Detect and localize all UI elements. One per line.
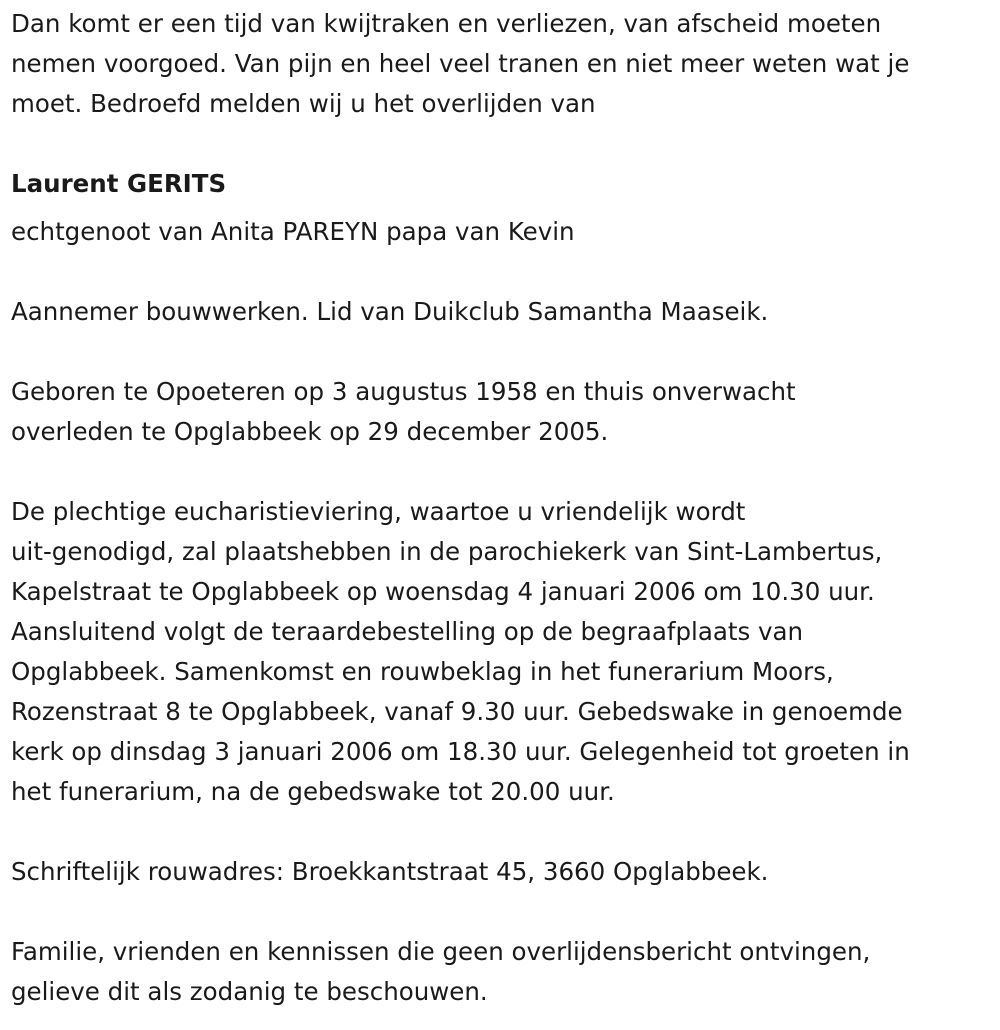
closing-line: Familie, vrienden en kennissen die geen overlijdensbericht ontvingen, xyxy=(11,937,871,966)
ceremony-line: Opglabbeek. Samenkomst en rouwbeklag in het funerarium Moors, xyxy=(11,657,834,686)
paragraph-spacer xyxy=(11,452,990,492)
birth-death-line: overleden te Opglabbeek op 29 december 2005. xyxy=(11,417,609,446)
closing-line: gelieve dit als zodanig te beschouwen. xyxy=(11,977,488,1006)
ceremony-line: De plechtige eucharistieviering, waartoe u vriendelijk wordt xyxy=(11,497,746,526)
intro-line: moet. Bedroefd melden wij u het overlijden van xyxy=(11,89,596,118)
ceremony-line: Kapelstraat te Opglabbeek op woensdag 4 januari 2006 om 10.30 uur. xyxy=(11,577,875,606)
paragraph-spacer xyxy=(11,892,990,932)
ceremony-line: het funerarium, na de gebedswake tot 20.00 uur. xyxy=(11,777,615,806)
intro-paragraph xyxy=(11,4,990,124)
mourning-address: Schriftelijk rouwadres: Broekkantstraat 45, 3660 Opglabbeek. xyxy=(11,857,769,886)
ceremony-line: kerk op dinsdag 3 januari 2006 om 18.30 uur. Gelegenheid tot groeten in xyxy=(11,737,910,766)
paragraph-spacer xyxy=(11,332,990,372)
paragraph-spacer xyxy=(11,812,990,852)
ceremony-paragraph xyxy=(11,492,990,812)
birth-death-paragraph xyxy=(11,372,990,452)
ceremony-line: Rozenstraat 8 te Opglabbeek, vanaf 9.30 uur. Gebedswake in genoemde xyxy=(11,697,903,726)
closing-paragraph xyxy=(11,932,990,1012)
ceremony-line: uit-genodigd, zal plaatshebben in de parochiekerk van Sint-Lambertus, xyxy=(11,537,883,566)
paragraph-spacer xyxy=(11,124,990,164)
intro-line: nemen voorgoed. Van pijn en heel veel tranen en niet meer weten wat je xyxy=(11,49,910,78)
intro-line: Dan komt er een tijd van kwijtraken en verliezen, van afscheid moeten xyxy=(11,9,882,38)
birth-death-line: Geboren te Opoeteren op 3 augustus 1958 en thuis onverwacht xyxy=(11,377,796,406)
deceased-relation: echtgenoot van Anita PAREYN papa van Kevin xyxy=(11,217,575,246)
deceased-name: Laurent GERITS xyxy=(11,169,227,198)
ceremony-line: Aansluitend volgt de teraardebestelling op de begraafplaats van xyxy=(11,617,804,646)
occupation-text: Aannemer bouwwerken. Lid van Duikclub Samantha Maaseik. xyxy=(11,297,769,326)
paragraph-spacer xyxy=(11,252,990,292)
